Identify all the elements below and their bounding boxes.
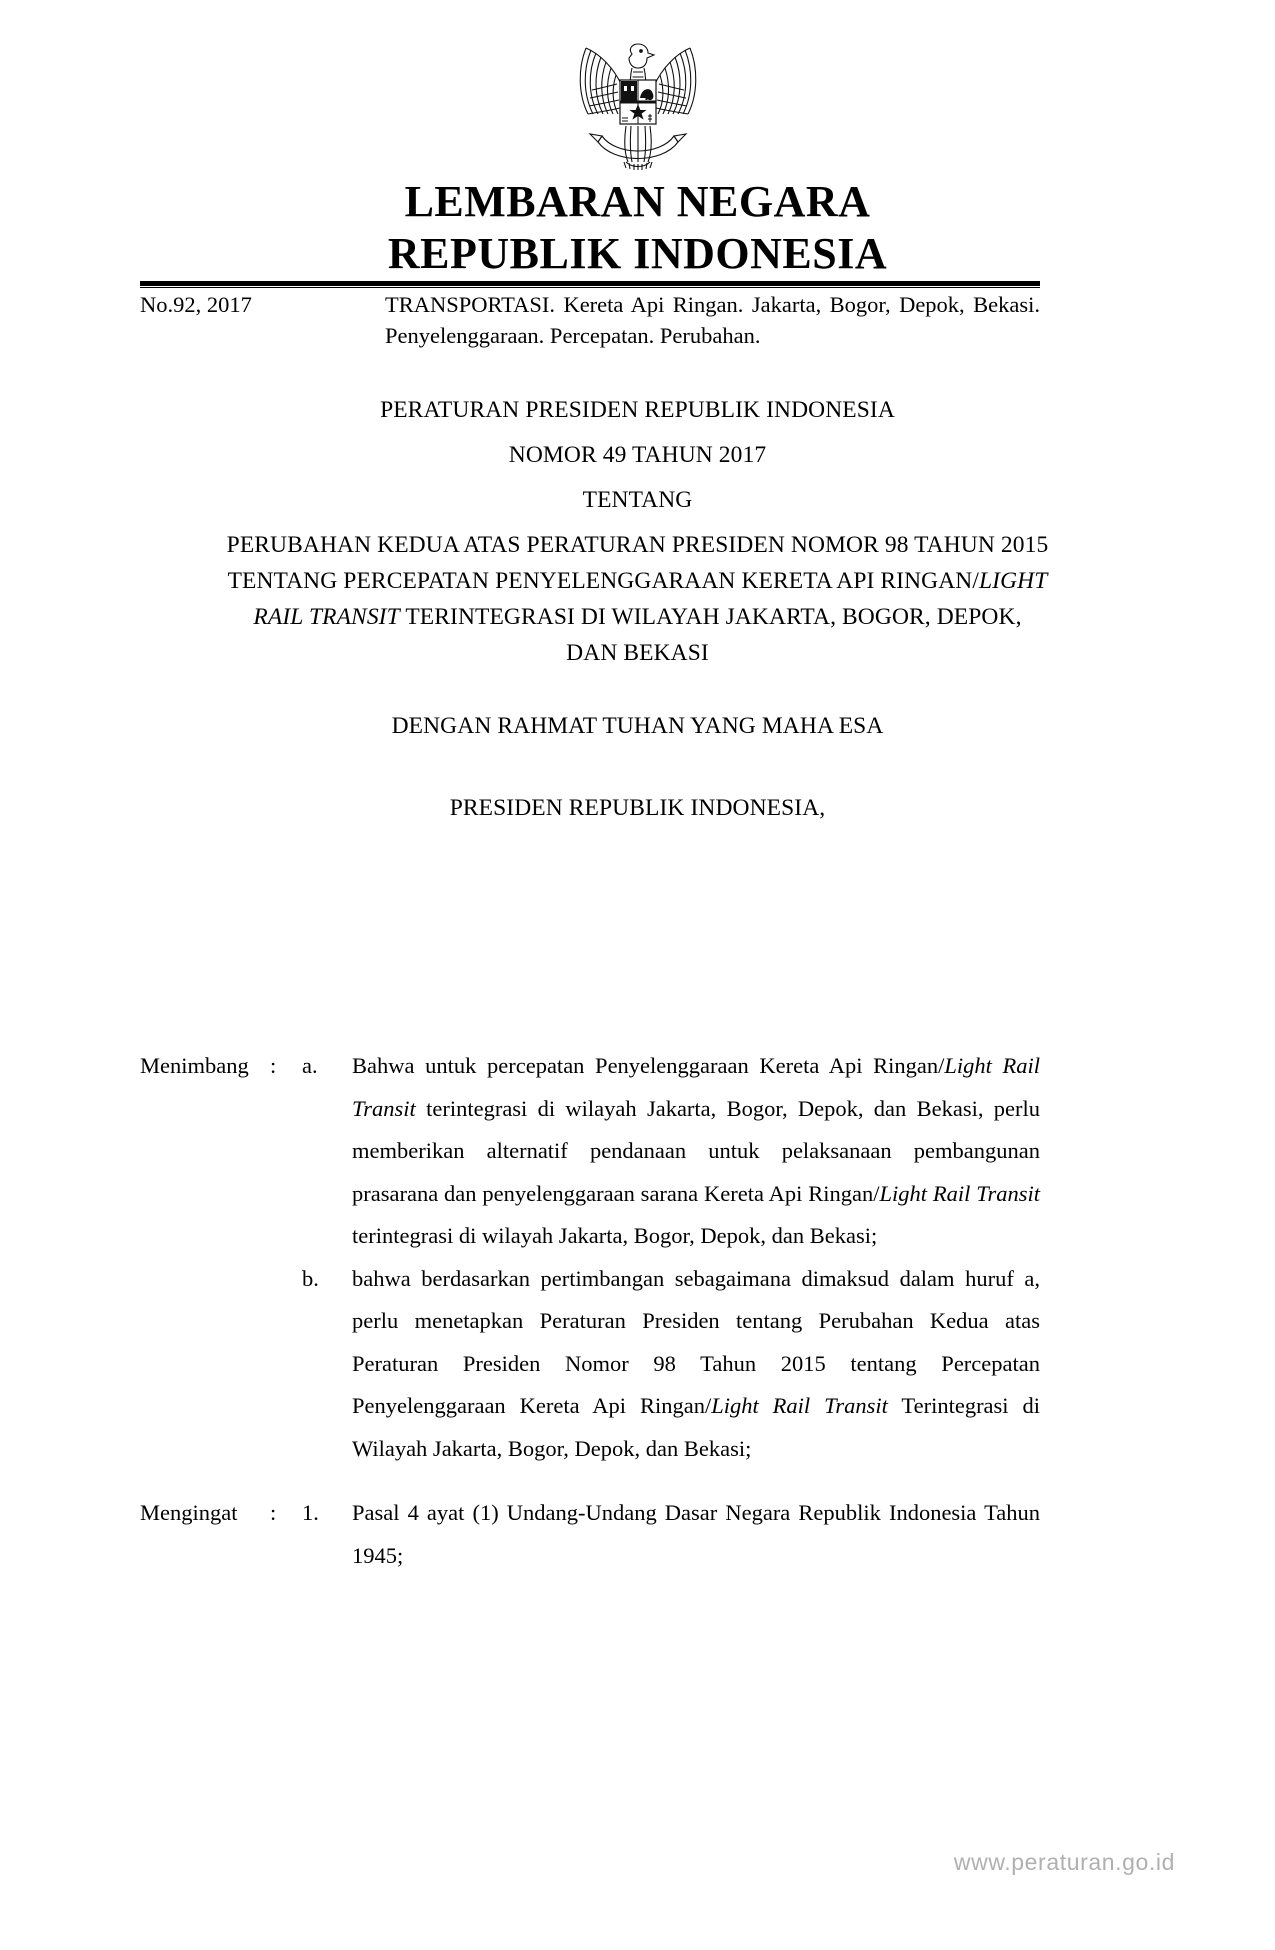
clause-menimbang-b — [140, 1258, 1040, 1471]
text-segment: Terintegrasi di Wilayah Jakarta, Bogor, Depok, dan Bekasi; — [352, 1393, 1040, 1461]
emblem-container — [0, 34, 1275, 179]
title-block — [100, 392, 1175, 826]
body-block — [140, 1045, 1040, 1577]
masthead — [0, 176, 1275, 280]
clause-text-menimbang-a — [352, 1045, 1040, 1258]
clause-text-menimbang-b — [352, 1258, 1040, 1471]
subject-keywords: TRANSPORTASI. Kereta Api Ringan. Jakarta, Bogor, Depok, Bekasi. Penyelenggaraan. Percepatan. Perubahan. — [385, 292, 1040, 348]
regulation-about-label: TENTANG — [582, 487, 693, 513]
clause-colon: : — [270, 1500, 277, 1525]
text-segment: Bahwa untuk percepatan Penyelenggaraan Kereta Api Ringan/ — [352, 1053, 945, 1078]
clause-marker-a: a. — [302, 1053, 318, 1078]
text-segment-italic: Light Rail Transit — [879, 1180, 1040, 1206]
title-spacer — [100, 518, 1175, 527]
text-segment-italic: Light Rail Transit — [711, 1393, 888, 1418]
footer-watermark: www.peraturan.go.id — [953, 1849, 1175, 1875]
regulation-subject-line-3 — [100, 599, 1175, 635]
gazette-number: No.92, 2017 — [140, 292, 252, 317]
subject-text-plain-a: TENTANG PERCEPATAN PENYELENGGARAAN KERETA API RINGAN/ — [227, 568, 980, 594]
clause-colon: : — [270, 1053, 277, 1078]
clause-mengingat-1 — [140, 1492, 1040, 1577]
masthead-divider — [140, 281, 1040, 288]
title-spacer — [100, 671, 1175, 708]
clause-marker-1: 1. — [302, 1500, 319, 1525]
subject-text-italic-b: RAIL TRANSIT — [253, 604, 400, 630]
clause-text-mengingat-1: Pasal 4 ayat (1) Undang-Undang Dasar Negara Republik Indonesia Tahun 1945; — [352, 1500, 1040, 1568]
regulation-authority: PERATURAN PRESIDEN REPUBLIK INDONESIA — [380, 397, 895, 423]
text-segment-italic: Light Rail Transit — [352, 1053, 1041, 1121]
title-spacer — [100, 428, 1175, 437]
title-spacer — [100, 744, 1175, 790]
subject-text-plain-b: TERINTEGRASI DI WILAYAH JAKARTA, BOGOR, DEPOK, — [399, 604, 1022, 630]
section-spacer — [140, 1470, 1040, 1492]
subject-text-italic-a: LIGHT — [979, 568, 1048, 594]
clause-label-menimbang: Menimbang — [140, 1053, 249, 1078]
clause-marker-b: b. — [302, 1265, 319, 1291]
regulation-subject-line-2 — [100, 563, 1175, 599]
title-spacer — [100, 473, 1175, 482]
masthead-line-1: LEMBARAN NEGARA — [404, 177, 871, 226]
garuda-pancasila-emblem — [558, 34, 718, 174]
text-segment: terintegrasi di wilayah Jakarta, Bogor, Depok, dan Bekasi; — [352, 1223, 878, 1248]
invocation-line: DENGAN RAHMAT TUHAN YANG MAHA ESA — [391, 713, 884, 739]
subject-header — [140, 289, 1040, 351]
clause-label-mengingat: Mengingat — [140, 1500, 238, 1525]
text-segment: terintegrasi di wilayah Jakarta, Bogor, Depok, dan Bekasi, perlu memberikan alternatif pendanaan untuk pelaksanaan pembangunan prasarana dan penyelenggaraan sarana Kereta Api Ringan/ — [352, 1095, 1040, 1206]
text-segment: bahwa berdasarkan pertimbangan sebagaimana dimaksud dalam huruf a, perlu menetapkan Peraturan Presiden tentang Perubahan Kedua atas Peraturan Presiden Nomor 98 Tahun 2015 tentang Percepatan Penyelenggaraan Kereta Api Ringan/ — [352, 1265, 1040, 1418]
regulation-number: NOMOR 49 TAHUN 2017 — [508, 442, 767, 468]
regulation-subject-line-4: DAN BEKASI — [566, 640, 709, 666]
signatory-line: PRESIDEN REPUBLIK INDONESIA, — [449, 795, 826, 821]
masthead-line-2: REPUBLIK INDONESIA — [387, 229, 888, 278]
regulation-subject-line-1: PERUBAHAN KEDUA ATAS PERATURAN PRESIDEN NOMOR 98 TAHUN 2015 — [226, 532, 1049, 558]
clause-menimbang-a — [140, 1045, 1040, 1258]
